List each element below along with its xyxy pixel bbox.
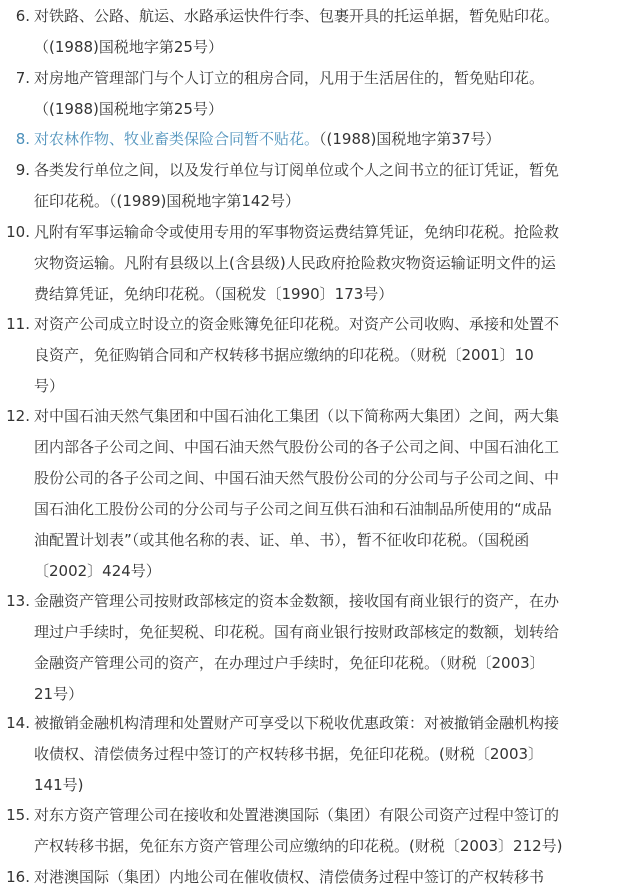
item-text-line: 号）	[34, 377, 65, 395]
list-item-6	[0, 1, 617, 63]
item-text-line: 141号)	[34, 776, 84, 794]
item-number: 8.	[15, 130, 30, 148]
item-number: 12.	[6, 407, 30, 425]
item-text-line: 油配置计划表”（或其他名称的表、证、单、书），暂不征收印花税。（国税函	[34, 531, 530, 549]
list-item-10	[0, 217, 617, 310]
item-text-line: 21号）	[34, 685, 84, 703]
item-text-line: 对港澳国际（集团）内地公司在催收债权、清偿债务过程中签订的产权转移书	[34, 868, 545, 886]
item-number: 10.	[6, 223, 30, 241]
item-text-line: 理过户手续时，免征契税、印花税。国有商业银行按财政部核定的数额，划转给	[34, 623, 560, 641]
item-text-line: 团内部各子公司之间、中国石油天然气股份公司的各子公司之间、中国石油化工	[34, 438, 560, 456]
item-text-line: 对中国石油天然气集团和中国石油化工集团（以下简称两大集团）之间，两大集	[34, 407, 560, 425]
item-text-line: 良资产，免征购销合同和产权转移书据应缴纳的印花税。（财税〔2001〕10	[34, 346, 534, 364]
item-text-line: （(1988)国税地字第25号）	[34, 38, 223, 56]
list-item-15	[0, 800, 617, 862]
item-number: 11.	[6, 315, 30, 333]
item-text-line: 各类发行单位之间，以及发行单位与订阅单位或个人之间书立的征订凭证，暂免	[34, 161, 560, 179]
list-item-12	[0, 401, 617, 587]
list-item-7	[0, 63, 617, 125]
list-item-8	[0, 124, 617, 155]
item-text-line: 被撤销金融机构清理和处置财产可享受以下税收优惠政策：对被撤销金融机构接	[34, 714, 560, 732]
item-number: 9.	[15, 161, 30, 179]
item-text-line: 收债权、清偿债务过程中签订的产权转移书据，免征印花税。(财税〔2003〕	[34, 745, 544, 763]
list-item-9	[0, 155, 617, 217]
item-text-line: 灾物资运输。凡附有县级以上(含县级)人民政府抢险救灾物资运输证明文件的运	[34, 254, 556, 272]
item-text-line: 产权转移书据，免征东方资产管理公司应缴纳的印花税。(财税〔2003〕212号)	[34, 837, 563, 855]
item-number: 13.	[6, 592, 30, 610]
item-text-line: 金融资产管理公司的资产，在办理过户手续时，免征印花税。（财税〔2003〕	[34, 654, 545, 672]
item-number: 7.	[15, 69, 30, 87]
item-text-line: 国石油化工股份公司的分公司与子公司之间互供石油和石油制品所使用的“成品	[34, 500, 552, 518]
item-text-line: （(1988)国税地字第25号）	[34, 100, 223, 118]
item-number: 14.	[6, 714, 30, 732]
item-text-line: 股份公司的各子公司之间、中国石油天然气股份公司的分公司与子公司之间、中	[34, 469, 560, 487]
item-text-line: 凡附有军事运输命令或使用专用的军事物资运费结算凭证，免纳印花税。抢险救	[34, 223, 560, 241]
item-text-line: 〔2002〕424号）	[34, 562, 161, 580]
highlighted-link-text[interactable]: 对农林作物、牧业畜类保险合同暂不贴花。	[34, 130, 320, 148]
item-text-line: 费结算凭证，免纳印花税。（国税发〔1990〕173号）	[34, 285, 394, 303]
item-number: 15.	[6, 806, 30, 824]
item-number: 6.	[15, 7, 30, 25]
list-item-11	[0, 309, 617, 402]
item-text-line: 对资产公司成立时设立的资金账簿免征印花税。对资产公司收购、承接和处置不	[34, 315, 560, 333]
item-number: 16.	[6, 868, 30, 886]
item-text-line: 对铁路、公路、航运、水路承运快件行李、包裹开具的托运单据，暂免贴印花。	[34, 7, 560, 25]
list-item-13	[0, 586, 617, 710]
item-text-line: 对东方资产管理公司在接收和处置港澳国际（集团）有限公司资产过程中签订的	[34, 806, 560, 824]
list-item-16	[0, 862, 617, 893]
item-text-line: 征印花税。（(1989)国税地字第142号）	[34, 192, 301, 210]
list-item-14	[0, 708, 617, 801]
item-text-line: 对房地产管理部门与个人订立的租房合同，凡用于生活居住的，暂免贴印花。	[34, 69, 545, 87]
item-text: （(1988)国税地字第37号）	[319, 130, 501, 148]
item-text-line: 金融资产管理公司按财政部核定的资本金数额，接收国有商业银行的资产，在办	[34, 592, 560, 610]
